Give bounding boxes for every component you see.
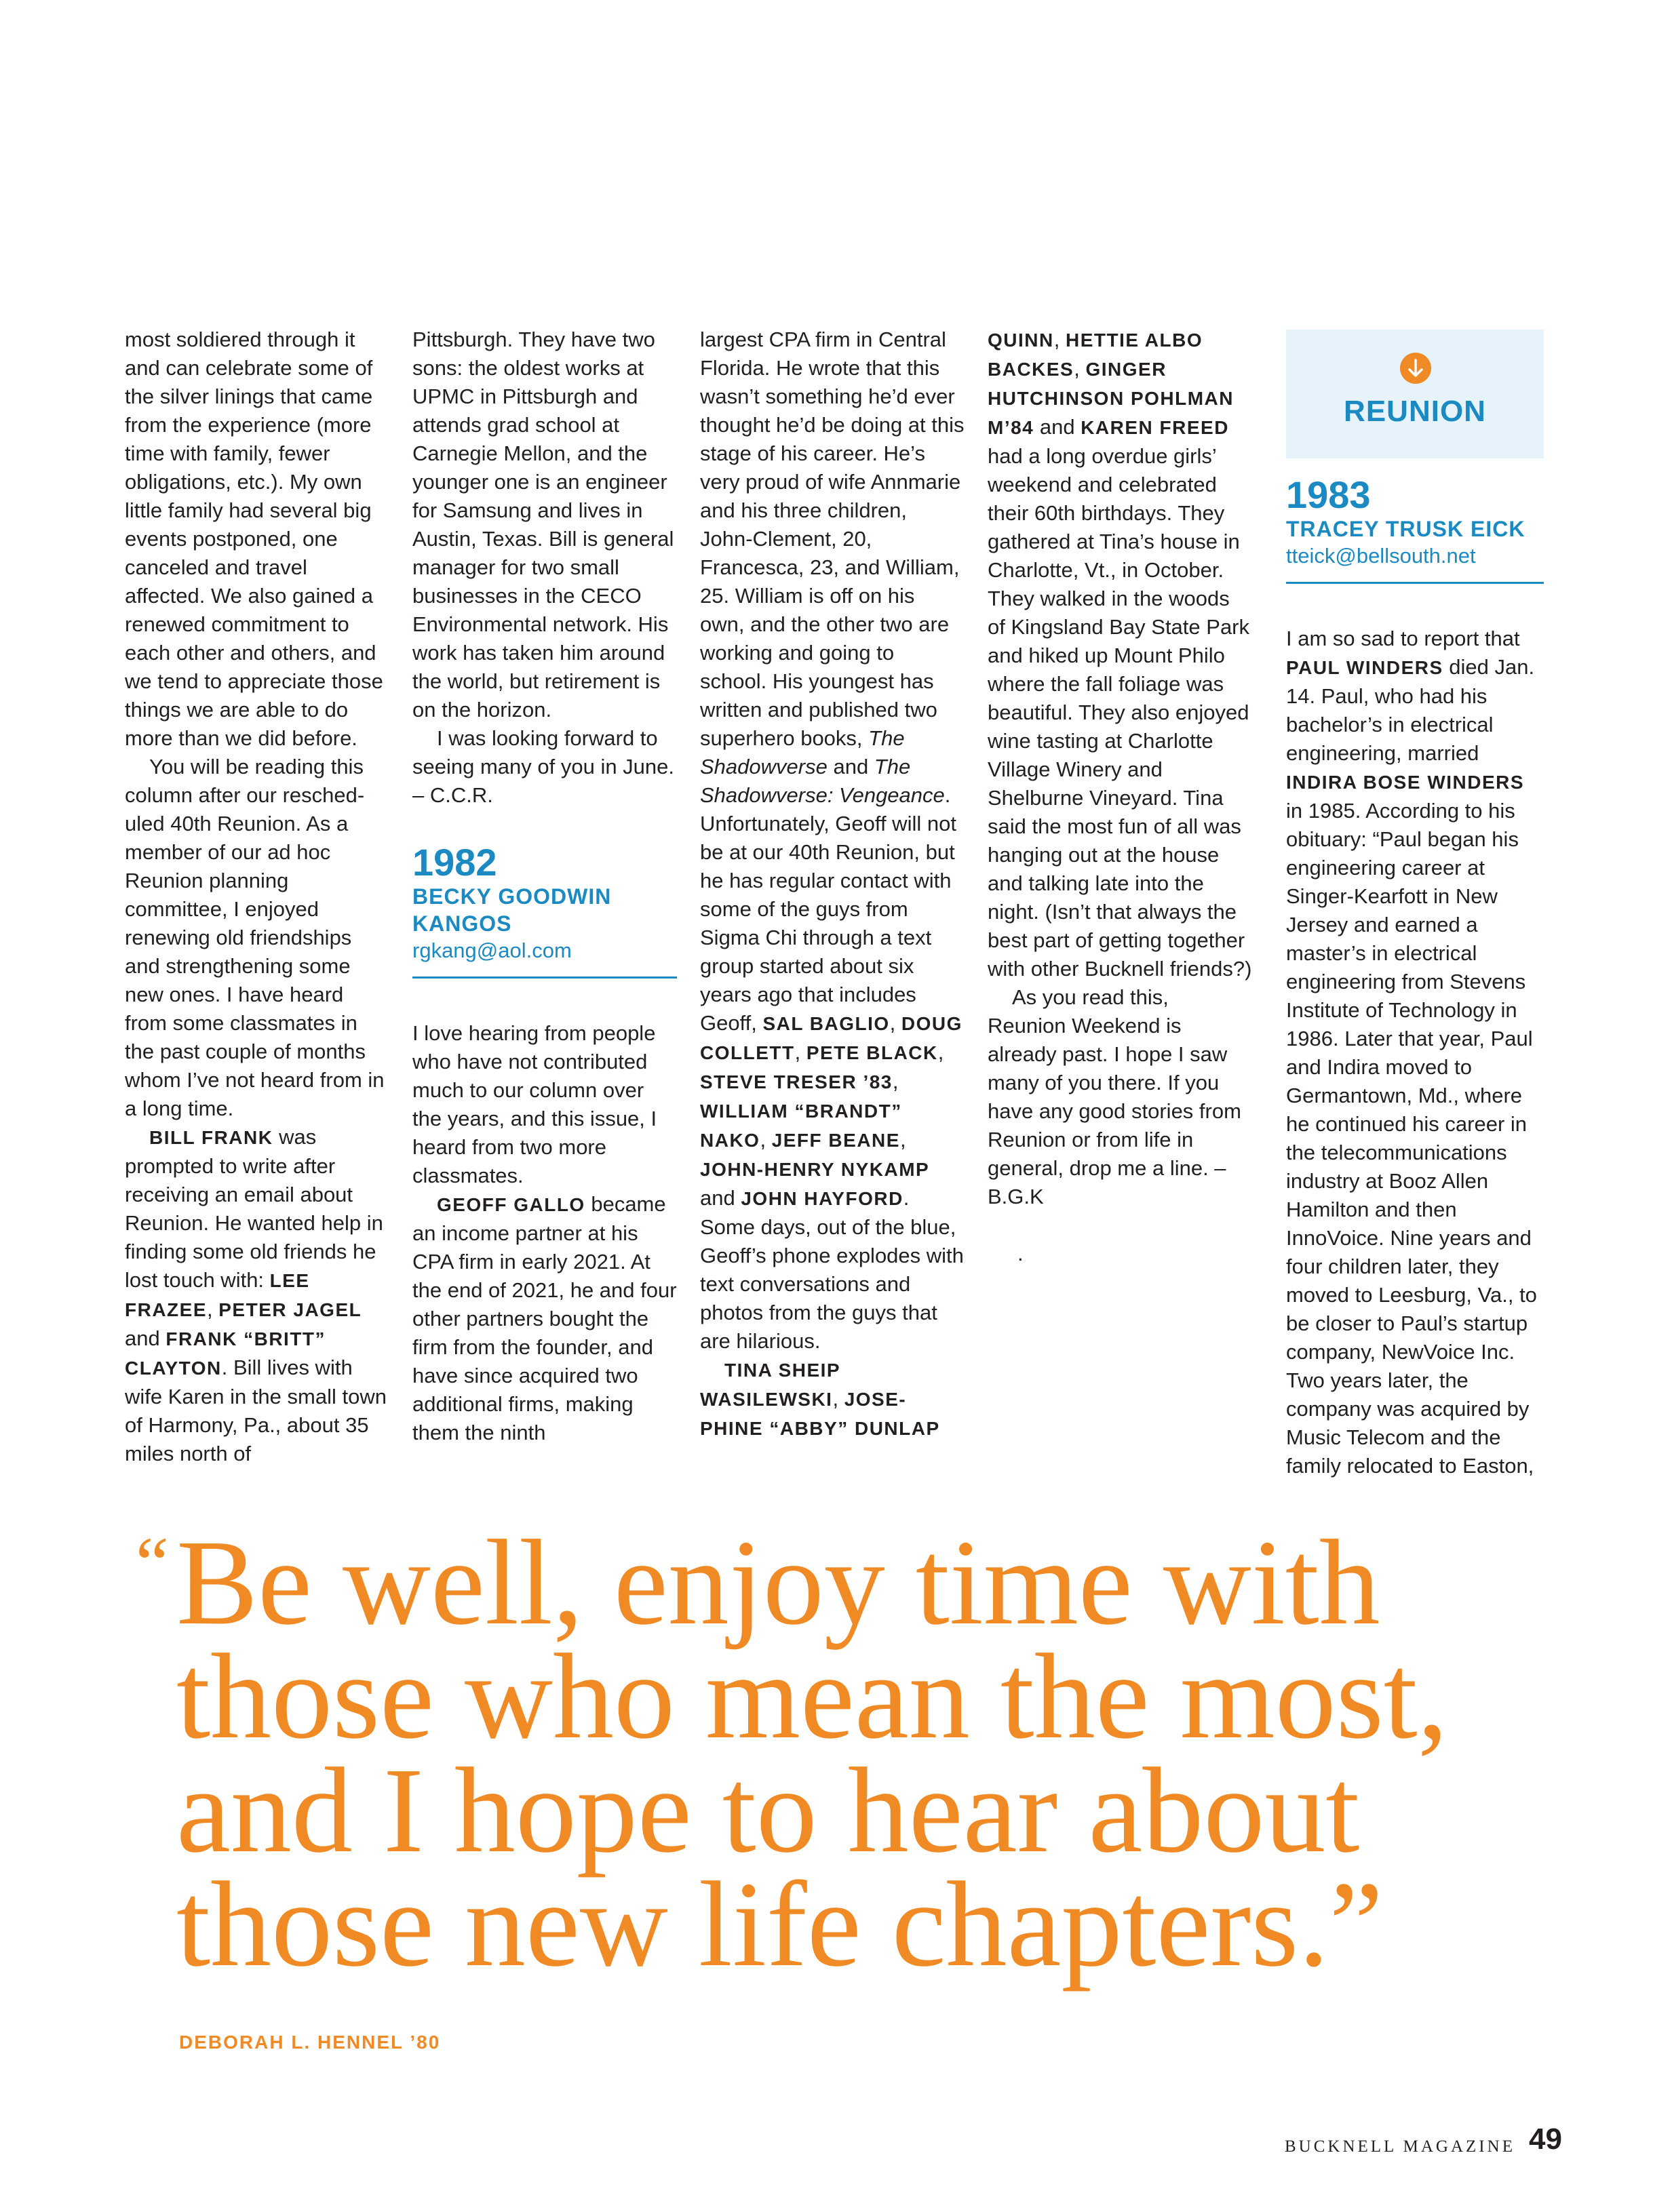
page-number: 49: [1529, 2122, 1562, 2156]
pull-quote-line: those who mean the most,: [176, 1629, 1448, 1764]
column-1: [125, 325, 389, 1468]
reunion-label: REUNION: [1344, 395, 1486, 428]
text: was prompted to write after receiving an email about Reunion. He wanted help in finding some old friends he lost touch with:: [125, 1125, 383, 1292]
text: died Jan. 14. Paul, who had his bachelor’s in electrical engineering, married: [1286, 655, 1535, 765]
class-secretary-email[interactable]: rgkang@aol.com: [412, 937, 677, 979]
text: and: [1034, 415, 1081, 439]
classmate-name: DOUG COLLETT: [700, 1013, 962, 1063]
pull-quote: [176, 1515, 1574, 1992]
reunion-box[interactable]: [1286, 330, 1544, 458]
column-5: [1286, 475, 1544, 1480]
paragraph: [988, 325, 1252, 983]
stray-dot: .: [1017, 1242, 1024, 1265]
classmate-name: FRANK “BRITT” CLAYTON: [125, 1328, 326, 1379]
text: became an income partner at his CPA firm in early 2021. At the end of 2021, he and four other partners bought the firm from the founder, and have since acquired two additional firms, making them the ninth: [412, 1192, 677, 1444]
column-3: [700, 325, 965, 1443]
pull-quote-line: and I hope to hear about: [176, 1743, 1360, 1878]
paragraph: [1286, 625, 1544, 1480]
paragraph: I love hearing from people who have not contributed much to our column over the years, and this issue, I heard from two more classmates.: [412, 1021, 657, 1187]
classmate-name: LEE FRAZEE: [125, 1270, 310, 1320]
pull-quote-open-mark: “: [136, 1522, 169, 1604]
text: had a long overdue girls’ weekend and celebrated their 60th birthdays. They gathered at Tina’s house in Charlotte, Vt., in October. They walked in the woods of Kingsland Bay State Park and hiked up Mount Philo where the fall foliage was beautiful. They also enjoyed wine tasting at Charlotte Village Winery and Shelburne Vineyard. Tina said the most fun of all was hanging out at the house and talking late into the night. (Isn’t that always the best part of getting together with other Bucknell friends?): [988, 444, 1252, 981]
class-secretary-name: BECKY GOODWIN KANGOS: [412, 884, 612, 936]
classmate-name: WILLIAM “BRANDT” NAKO: [700, 1101, 902, 1151]
text: ,: [832, 1387, 844, 1410]
text: I am so sad to report that: [1286, 627, 1520, 650]
classmate-name: PETER JAGEL: [218, 1299, 362, 1320]
paragraph: [412, 1190, 677, 1447]
classmate-name: JOHN HAYFORD: [741, 1188, 903, 1209]
pull-quote-attribution: DEBORAH L. HENNEL ’80: [179, 2032, 441, 2053]
classmate-name: SAL BAGLIO: [762, 1013, 890, 1034]
pull-quote-line: those new life chapters.”: [176, 1857, 1384, 1992]
text: ,: [899, 1128, 906, 1151]
column-4: [988, 325, 1252, 1268]
text: ,: [1074, 357, 1086, 380]
arrow-down-icon-svg: [1400, 353, 1431, 384]
paragraph: You will be reading this column after our resched-uled 40th Reunion. As a member of our ad hoc Reunion planning committee, I enjoyed renewing old friendships and strengthening some new ones. I have heard from some classmates in the past couple of months whom I’ve not heard from in a long time.: [125, 755, 385, 1120]
text: ,: [889, 1011, 901, 1035]
classmate-name: GINGER HUTCHINSON POHLMAN M’84: [988, 359, 1234, 438]
text: ,: [760, 1128, 772, 1151]
classmate-name: PETE BLACK: [806, 1042, 938, 1063]
classmate-name: KAREN FREED: [1081, 417, 1229, 438]
text: and: [125, 1326, 166, 1350]
book-title: The Shadowverse: Vengeance: [700, 755, 945, 807]
arrow-down-icon: [1400, 353, 1431, 384]
magazine-name: BUCKNELL MAGAZINE: [1285, 2137, 1515, 2156]
text: in 1985. According to his obituary: “Paul began his engineering career at Singer-Kearfott in New Jersey and earned a master’s in electrical engineering from Stevens Institute of Technology in 1986. Later that year, Paul and Indira moved to Germantown, Md., where he continued his career in the telecommunications industry at Booz Allen Hamilton and then InnoVoice. Nine years and four children later, they moved to Leesburg, Va., to be closer to Paul’s startup company, NewVoice Inc. Two years later, the company was acquired by Music Telecom and the family relocated to Easton,: [1286, 799, 1537, 1478]
paragraph: [700, 1356, 965, 1443]
classmate-name: PAUL WINDERS: [1286, 657, 1443, 678]
classmate-name: QUINN: [988, 330, 1054, 351]
classmate-name: INDIRA BOSE WINDERS: [1286, 772, 1525, 793]
classmate-name: STEVE TRESER ’83: [700, 1071, 893, 1092]
text: . Unfortunately, Geoff will not be at our 40th Reunion, but he has regular contact with some of the guys from Sigma Chi through a text group started about six years ago that includes Geoff,: [700, 783, 956, 1035]
paragraph: I was looking forward to seeing many of you in June. – C.C.R.: [412, 726, 675, 807]
class-year-heading: 1982: [412, 841, 497, 884]
class-year-heading: 1983: [1286, 473, 1371, 516]
classmate-name: JEFF BEANE: [771, 1130, 900, 1151]
class-secretary-name: TRACEY TRUSK EICK: [1286, 517, 1525, 541]
paragraph: Pittsburgh. They have two sons: the oldest works at UPMC in Pittsburgh and attends grad school at Carnegie Mellon, and the younger one is an engineer for Samsung and lives in Austin, Texas. Bill is general manager for two small businesses in the CECO Environmental network. His work has taken him around the world, but retirement is on the horizon.: [412, 328, 674, 722]
text: ,: [892, 1069, 899, 1093]
classmate-name: JOHN-HENRY NYKAMP: [700, 1159, 930, 1180]
classmate-name: GEOFF GALLO: [437, 1194, 585, 1215]
paragraph: [700, 325, 965, 1356]
text: largest CPA firm in Central Florida. He wrote that this wasn’t something he’d ever thought he’d be doing at this stage of his career. He’s very proud of wife Annmarie and his three children, John-Clement, 20, Francesca, 23, and William, 25. William is off on his own, and the other two are working and going to school. His youngest has written and published two superhero books,: [700, 328, 965, 750]
paragraph: As you read this, Reunion Weekend is already past. I hope I saw many of you there. If you have any good stories from Reunion or from life in general, drop me a line. – B.G.K: [988, 985, 1241, 1208]
classmate-name: TINA SHEIP WASILEWSKI: [700, 1360, 840, 1410]
text: and: [700, 1186, 741, 1210]
text: ,: [1053, 328, 1066, 351]
text: ,: [207, 1297, 219, 1321]
paragraph: most soldiered through it and can celebrate some of the silver linings that came from the experience (more time with family, fewer obligations, etc.). My own little family had several big events postponed, one canceled and travel affected. We also gained a renewed commitment to each other and others, and we tend to appreciate those things we are able to do more than we did before.: [125, 328, 383, 750]
text: ,: [937, 1040, 944, 1064]
text: . Some days, out of the blue, Geoff’s phone explodes with text conversations and photos from the guys that are hilarious.: [700, 1186, 964, 1353]
text: ,: [794, 1040, 806, 1064]
column-2: [412, 325, 677, 1447]
classmate-name: JOSE-PHINE “ABBY” DUNLAP: [700, 1389, 940, 1439]
class-secretary-email[interactable]: tteick@bellsouth.net: [1286, 542, 1544, 584]
pull-quote-line: Be well, enjoy time with: [176, 1515, 1380, 1650]
classmate-name: HETTIE ALBO BACKES: [988, 330, 1203, 380]
book-title: The Shadowverse: [700, 726, 905, 778]
classmate-name: BILL FRANK: [149, 1127, 273, 1148]
paragraph: [125, 1123, 389, 1468]
text: and: [827, 755, 874, 778]
text: . Bill lives with wife Karen in the small town of Harmony, Pa., about 35 miles north of: [125, 1356, 387, 1465]
